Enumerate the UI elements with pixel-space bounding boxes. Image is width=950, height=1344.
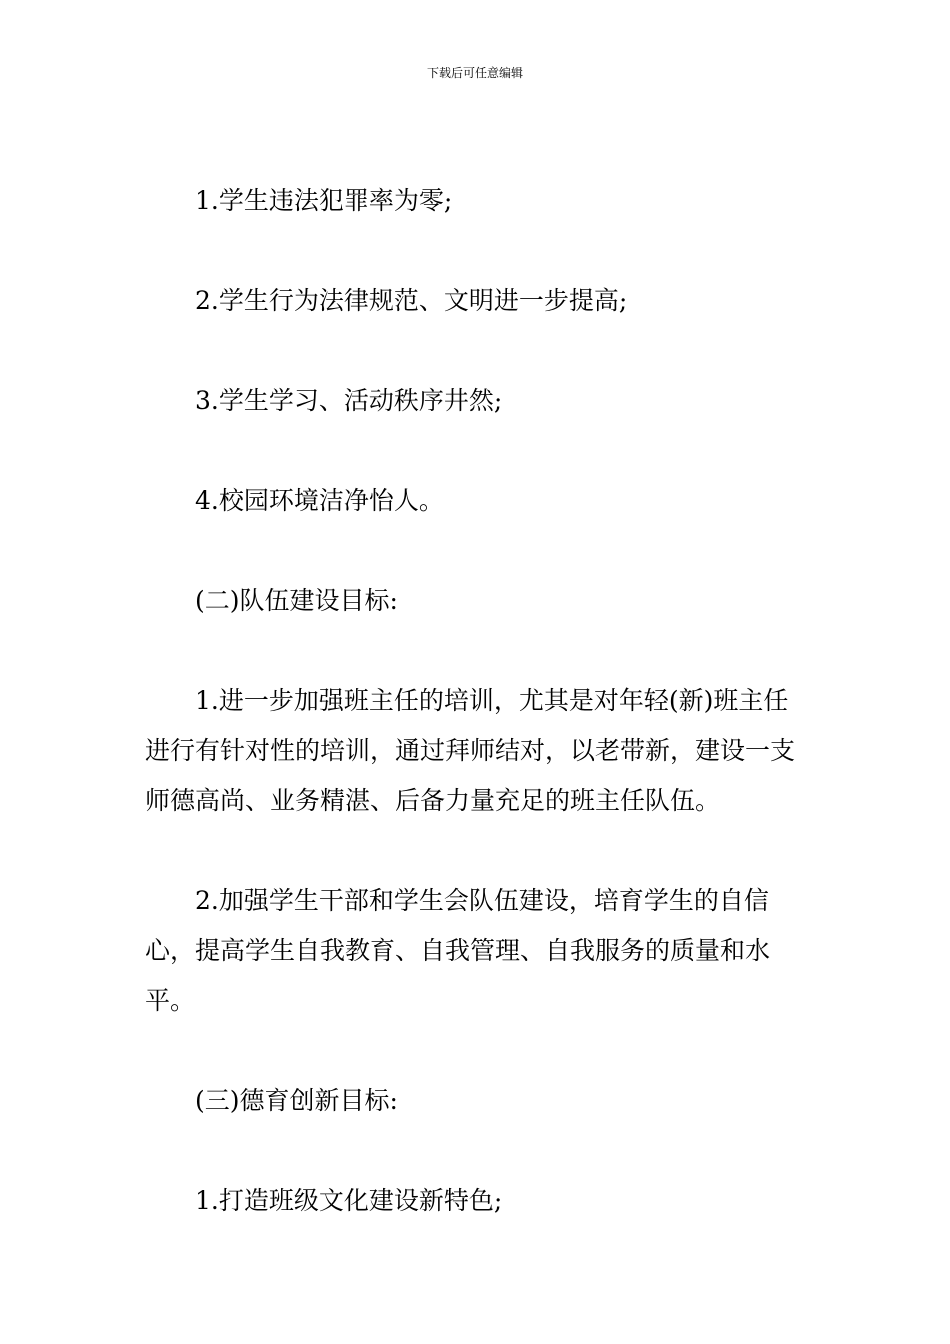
paragraph: 2.学生行为法律规范、文明进一步提高;: [195, 286, 628, 315]
paragraph: 4.校园环境洁净怡人。: [195, 486, 444, 515]
header-note: 下载后可任意编辑: [426, 66, 523, 80]
section-heading: (二)队伍建设目标:: [195, 586, 398, 615]
section-heading: (三)德育创新目标:: [195, 1086, 398, 1115]
paragraph: 1.进一步加强班主任的培训，尤其是对年轻(新)班主任进行有针对性的培训，通过拜师结对，以老带新，建设一支师德高尚、业务精湛、后备力量充足的班主任队伍。: [145, 686, 796, 815]
paragraph: 1.学生违法犯罪率为零;: [195, 186, 453, 215]
paragraph: 2.加强学生干部和学生会队伍建设，培育学生的自信心，提高学生自我教育、自我管理、自我服务的质量和水平。: [145, 886, 771, 1015]
paragraph: 3.学生学习、活动秩序井然;: [195, 386, 503, 415]
paragraph: 1.打造班级文化建设新特色;: [195, 1186, 503, 1215]
document-body: [145, 176, 809, 1276]
